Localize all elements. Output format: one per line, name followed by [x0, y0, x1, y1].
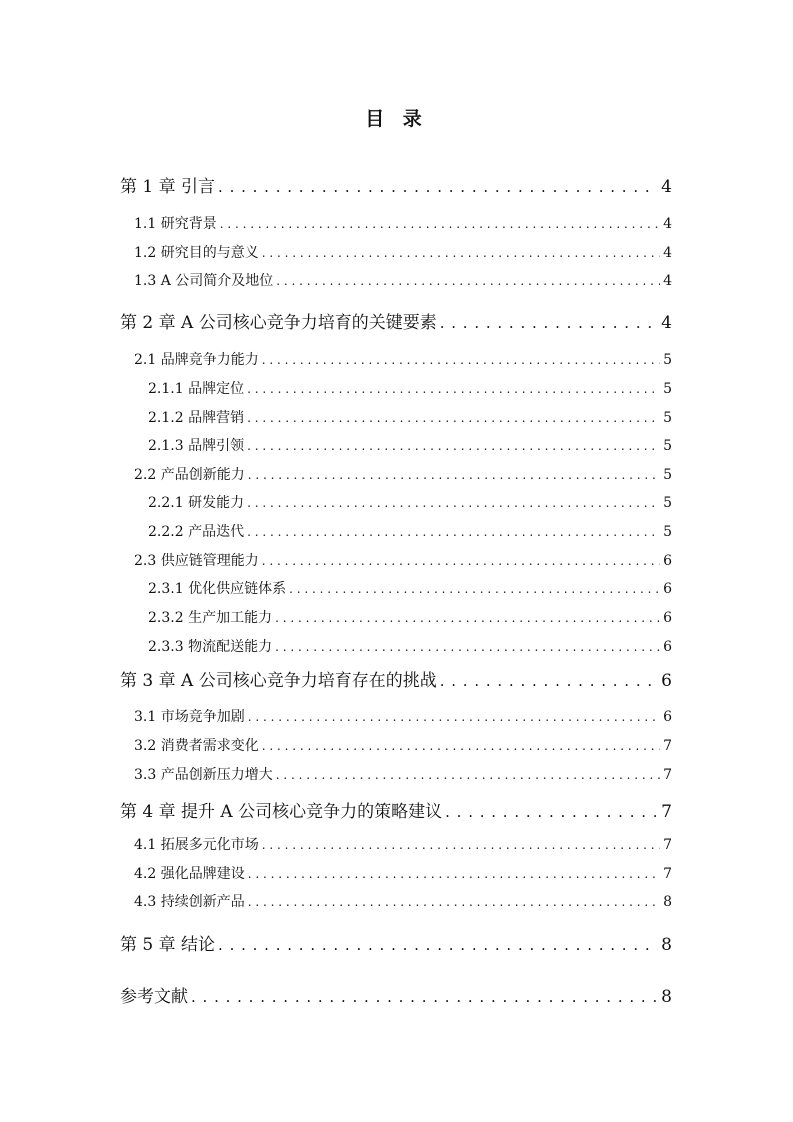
toc-entry-page-number: 5: [663, 438, 672, 454]
toc-entry-label: 第 5 章 结论: [120, 935, 216, 955]
toc-entry-page-number: 4: [661, 177, 672, 197]
toc-entry[interactable]: [134, 464, 672, 484]
toc-leader-dots: [247, 496, 660, 510]
toc-entry-label: 2.3.2 生产加工能力: [148, 610, 273, 626]
toc-leader-dots: [218, 936, 658, 954]
toc-entry[interactable]: [120, 308, 672, 333]
toc-entry-page-number: 7: [663, 837, 672, 853]
toc-leader-dots: [445, 803, 658, 821]
toc-leader-dots: [247, 382, 660, 396]
toc-entry-page-number: 6: [663, 639, 672, 655]
toc-entry-page-number: 5: [663, 352, 672, 368]
toc-leader-dots: [247, 411, 660, 425]
toc-leader-dots: [218, 178, 658, 196]
toc-entry[interactable]: [148, 578, 672, 598]
toc-entry[interactable]: [134, 242, 672, 262]
toc-leader-dots: [262, 246, 660, 260]
toc-entry-label: 2.1.2 品牌营销: [148, 410, 245, 426]
toc-entry[interactable]: [120, 666, 672, 691]
toc-entry[interactable]: [148, 636, 672, 656]
toc-entry-page-number: 5: [663, 410, 672, 426]
toc-entry[interactable]: [120, 172, 672, 197]
toc-leader-dots: [289, 582, 660, 596]
toc-entry[interactable]: [148, 607, 672, 627]
toc-entry-page-number: 7: [663, 767, 672, 783]
toc-leader-dots: [440, 314, 658, 332]
toc-entry[interactable]: [148, 435, 672, 455]
toc-entry-label: 4.2 强化品牌建设: [134, 866, 245, 882]
toc-entry-page-number: 4: [663, 245, 672, 261]
toc-entry-label: 2.2 产品创新能力: [134, 467, 245, 483]
toc-entry-label: 3.3 产品创新压力增大: [134, 767, 273, 783]
toc-entry[interactable]: [134, 735, 672, 755]
toc-entry-page-number: 7: [663, 738, 672, 754]
toc-entry-label: 3.1 市场竞争加剧: [134, 709, 245, 725]
toc-entry-page-number: 4: [663, 273, 672, 289]
toc-entry[interactable]: [120, 982, 672, 1007]
toc-leader-dots: [276, 274, 660, 288]
toc-entry-label: 第 2 章 A 公司核心竞争力培育的关键要素: [120, 313, 437, 333]
toc-leader-dots: [275, 611, 660, 625]
toc-entry[interactable]: [148, 521, 672, 541]
toc-leader-dots: [262, 554, 660, 568]
toc-entry-label: 第 1 章 引言: [120, 177, 216, 197]
toc-leader-dots: [220, 217, 660, 231]
toc-entry-page-number: 5: [663, 524, 672, 540]
toc-entry-label: 2.1.1 品牌定位: [148, 381, 245, 397]
toc-entry[interactable]: [120, 797, 672, 822]
toc-leader-dots: [248, 867, 660, 881]
toc-entry[interactable]: [148, 492, 672, 512]
toc-entry-label: 2.2.2 产品迭代: [148, 524, 245, 540]
toc-entry[interactable]: [134, 834, 672, 854]
toc-entry-label: 2.3 供应链管理能力: [134, 553, 259, 569]
toc-entry-label: 参考文献: [120, 987, 188, 1007]
toc-entry[interactable]: [134, 349, 672, 369]
toc-entry-page-number: 5: [663, 495, 672, 511]
toc-entry-page-number: 5: [663, 381, 672, 397]
toc-entry[interactable]: [148, 378, 672, 398]
toc-entry-page-number: 6: [663, 581, 672, 597]
toc-entry[interactable]: [148, 407, 672, 427]
toc-leader-dots: [248, 895, 660, 909]
toc-leader-dots: [275, 640, 660, 654]
toc-entry-page-number: 5: [663, 467, 672, 483]
toc-entry-label: 3.2 消费者需求变化: [134, 738, 259, 754]
toc-entry-page-number: 6: [663, 610, 672, 626]
toc-entry-page-number: 7: [663, 866, 672, 882]
toc-entry[interactable]: [120, 930, 672, 955]
toc-entry-label: 2.3.3 物流配送能力: [148, 639, 273, 655]
toc-leader-dots: [191, 988, 658, 1006]
toc-entry-label: 2.2.1 研发能力: [148, 495, 245, 511]
toc-title: 目 录: [365, 108, 428, 130]
toc-leader-dots: [247, 525, 660, 539]
toc-entry[interactable]: [134, 550, 672, 570]
toc-entry-label: 2.1 品牌竞争力能力: [134, 352, 259, 368]
toc-entry-label: 4.1 拓展多元化市场: [134, 837, 259, 853]
toc-leader-dots: [262, 353, 660, 367]
toc-entry-page-number: 4: [661, 313, 672, 333]
toc-leader-dots: [262, 838, 660, 852]
toc-entry-label: 第 4 章 提升 A 公司核心竞争力的策略建议: [120, 802, 443, 822]
toc-entry-label: 1.2 研究目的与意义: [134, 245, 259, 261]
toc-entry-label: 1.1 研究背景: [134, 216, 217, 232]
toc-leader-dots: [248, 710, 660, 724]
toc-entry-label: 第 3 章 A 公司核心竞争力培育存在的挑战: [120, 671, 437, 691]
toc-entry-label: 2.3.1 优化供应链体系: [148, 581, 287, 597]
toc-entry-label: 2.1.3 品牌引领: [148, 438, 245, 454]
toc-entry[interactable]: [134, 213, 672, 233]
toc-leader-dots: [276, 768, 660, 782]
toc-entry[interactable]: [134, 891, 672, 911]
toc-leader-dots: [248, 468, 660, 482]
toc-entry[interactable]: [134, 863, 672, 883]
toc-entry-page-number: 6: [661, 671, 672, 691]
toc-entry[interactable]: [134, 270, 672, 290]
toc-entry-page-number: 6: [663, 553, 672, 569]
toc-leader-dots: [262, 739, 660, 753]
toc-entry-page-number: 8: [661, 935, 672, 955]
toc-leader-dots: [247, 439, 660, 453]
toc-entry-page-number: 8: [661, 987, 672, 1007]
toc-entry-label: 4.3 持续创新产品: [134, 894, 245, 910]
toc-leader-dots: [440, 672, 658, 690]
toc-entry-page-number: 8: [663, 894, 672, 910]
toc-entry-page-number: 6: [663, 709, 672, 725]
toc-entry-label: 1.3 A 公司简介及地位: [134, 273, 274, 289]
toc-entry-page-number: 7: [661, 802, 672, 822]
toc-entry[interactable]: [134, 706, 672, 726]
toc-entry-page-number: 4: [663, 216, 672, 232]
toc-entry[interactable]: [134, 764, 672, 784]
